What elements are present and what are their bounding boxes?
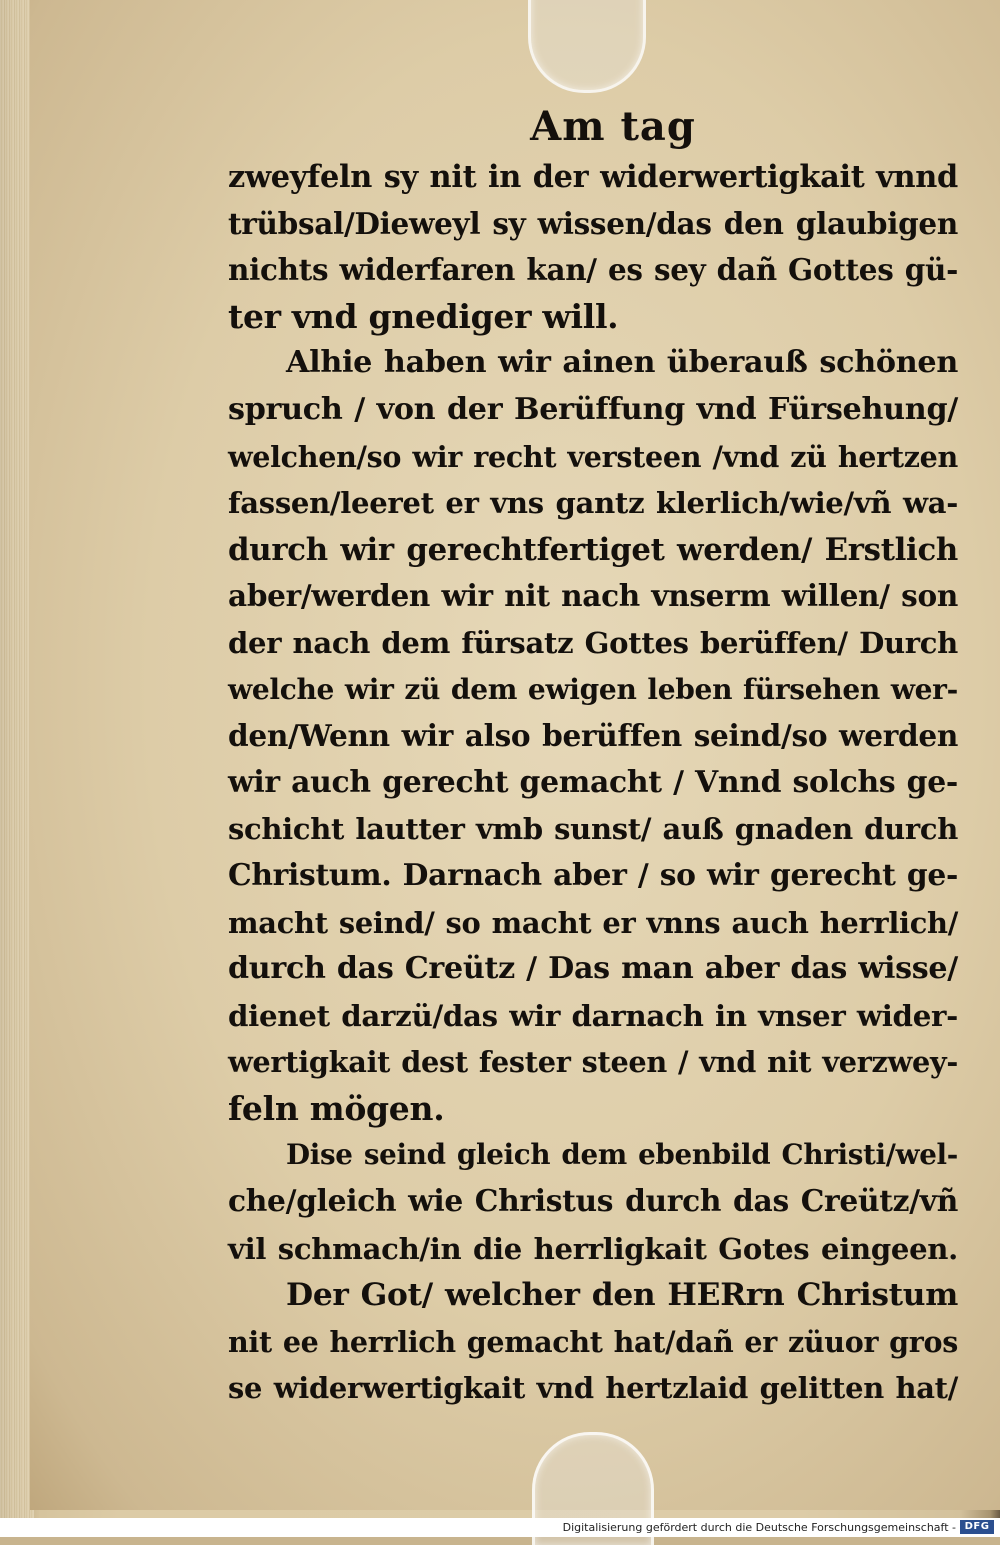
paragraph-2 bbox=[228, 340, 958, 1132]
text-line: wir auch gerecht gemacht / Vnnd solchs ge- bbox=[228, 764, 958, 800]
text-line: schicht lautter vmb sunst/ auß gnaden durch bbox=[228, 812, 958, 847]
text-line: dienet darzü/das wir darnach in vnser wider- bbox=[228, 998, 958, 1033]
paragraph-4 bbox=[228, 1272, 958, 1412]
paragraph-1 bbox=[228, 154, 958, 340]
text-line: durch wir gerechtfertiget werden/ Erstlich bbox=[228, 531, 958, 568]
text-line: Christum. Darnach aber / so wir gerecht ge- bbox=[228, 857, 958, 893]
page-text-block bbox=[228, 100, 958, 1412]
text-line: Alhie haben wir ainen überauß schönen bbox=[286, 345, 958, 381]
text-line: macht seind/ so macht er vnns auch herrlich/ bbox=[228, 905, 958, 940]
text-line: welche wir zü dem ewigen leben fürsehen wer- bbox=[228, 672, 958, 706]
text-line: den/Wenn wir also berüffen seind/so werden bbox=[228, 718, 958, 754]
dfg-logo-icon: DFG bbox=[960, 1520, 994, 1534]
text-line: spruch / von der Berüffung vnd Fürsehung/ bbox=[228, 391, 958, 427]
text-line: Dise seind gleich dem ebenbild Christi/wel- bbox=[286, 1138, 958, 1172]
text-line: se widerwertigkait vnd hertzlaid gelitten hat/ bbox=[228, 1371, 958, 1406]
running-head: Am tag bbox=[530, 103, 696, 150]
footer-credit: Digitalisierung gefördert durch die Deutsche Forschungsgemeinschaft - bbox=[562, 1521, 956, 1534]
text-line: aber/werden wir nit nach vnserm willen/ son bbox=[228, 578, 958, 614]
page-stack-edges bbox=[0, 0, 34, 1537]
text-line: feln mögen. bbox=[228, 1088, 445, 1128]
text-line: durch das Creütz / Das man aber das wisse/ bbox=[228, 951, 958, 987]
text-line: fassen/leeret er vns gantz klerlich/wie/vñ wa- bbox=[228, 486, 958, 521]
paragraph-3 bbox=[228, 1132, 958, 1272]
text-line: vil schmach/in die herrligkait Gotes eingeen. bbox=[228, 1231, 958, 1266]
text-line: wertigkait dest fester steen / vnd nit verzwey- bbox=[228, 1045, 958, 1080]
text-line: trübsal/Dieweyl sy wissen/das den glaubigen bbox=[228, 205, 958, 241]
text-line: nichts widerfaren kan/ es sey dañ Gottes gü- bbox=[228, 252, 958, 288]
text-line: che/gleich wie Christus durch das Creütz/vñ bbox=[228, 1184, 958, 1220]
text-line: der nach dem fürsatz Gottes berüffen/ Durch bbox=[228, 625, 958, 660]
text-line: Der Got/ welcher den HERrn Christum bbox=[286, 1277, 958, 1314]
text-line: ter vnd gnediger will. bbox=[228, 296, 619, 336]
text-line: zweyfeln sy nit in der widerwertigkait vnnd bbox=[228, 159, 958, 195]
text-line: welchen/so wir recht versteen /vnd zü hertzen bbox=[228, 439, 958, 474]
text-line: nit ee herrlich gemacht hat/dañ er züuor gros bbox=[228, 1324, 958, 1359]
